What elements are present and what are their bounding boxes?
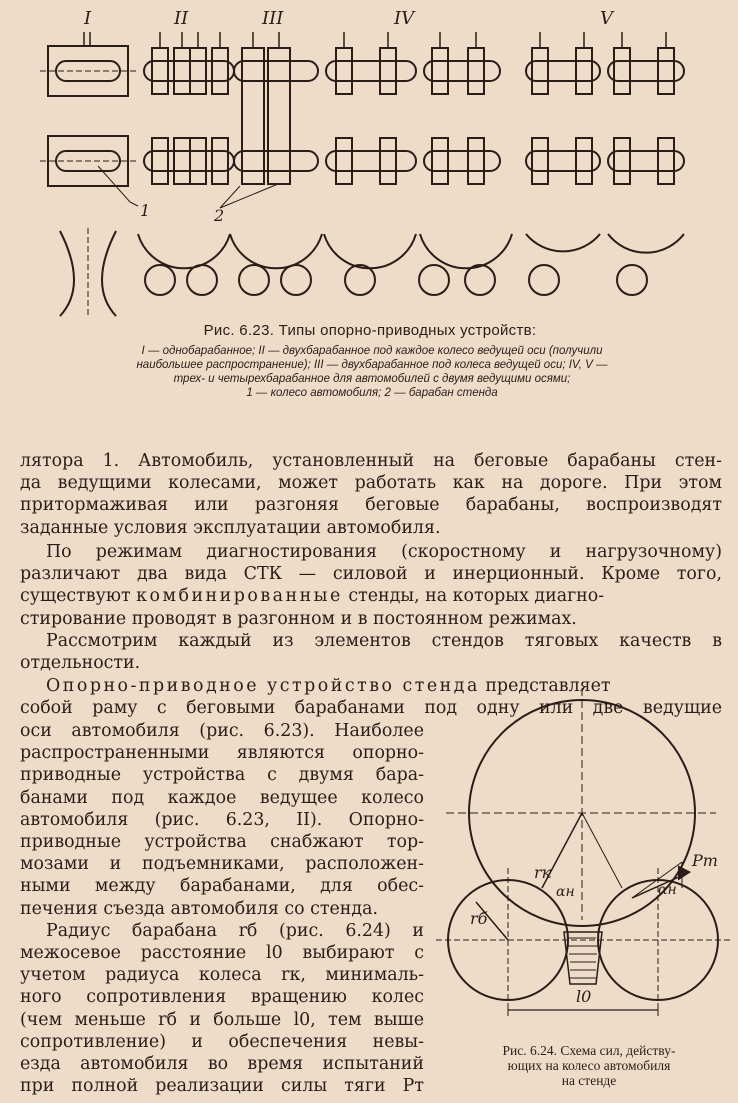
text-line: межосевое расстояние l0 выбирают с xyxy=(20,943,424,964)
body-paragraph-3 xyxy=(20,630,722,674)
text-line: учетом радиуса колеса rк, минималь- xyxy=(20,965,424,986)
text-line: собой раму с беговыми барабанами под одну или две ведущие xyxy=(20,698,722,719)
figure-6-23-caption-description xyxy=(14,344,730,400)
text-line: отдельности. xyxy=(20,653,141,674)
caption-line: 1 — колесо автомобиля; 2 — барабан стенда xyxy=(246,387,498,399)
text-line: различают два вида СТК — силовой и инерционный. Кроме того, xyxy=(20,564,722,585)
text-fragment: представляет xyxy=(485,676,611,696)
figure-6-24-caption xyxy=(440,1043,738,1088)
label-pt: Pт xyxy=(692,851,718,870)
text-line: распространенными являются опорно- xyxy=(20,743,424,764)
text-line: притормаживая или разгоняя беговые барабаны, воспроизводят xyxy=(20,495,722,516)
text-line: при полной реализации силы тяги Pт xyxy=(20,1076,424,1097)
caption-line: I — однобарабанное; II — двухбарабанное под каждое колесо ведущей оси (получили xyxy=(141,345,603,357)
figure-6-24 xyxy=(436,688,736,1038)
text-line: да ведущими колесами, может работать как на дороге. При этом xyxy=(20,473,722,494)
text-line: ного сопротивления вращению колес xyxy=(20,987,424,1008)
text-line: (чем меньше rб и больше l0, тем выше xyxy=(20,1009,424,1030)
text-line: езда автомобиля во время испытаний xyxy=(20,1054,424,1075)
body-paragraph-1 xyxy=(20,450,722,539)
text-line xyxy=(20,585,722,607)
body-paragraph-2 xyxy=(20,541,722,630)
label-alpha-h-2: αн xyxy=(658,882,677,898)
label-alpha-h: αн xyxy=(556,884,575,900)
callout-1: 1 xyxy=(140,201,151,220)
text-line: сопротивление) и обеспечения невы- xyxy=(20,1031,424,1052)
text-line: ными между барабанами, для обес- xyxy=(20,876,424,897)
col-label-iv: IV xyxy=(394,8,415,29)
caption-line: на стенде xyxy=(561,1073,617,1088)
text-line: оси автомобиля (рис. 6.23). Наиболее xyxy=(20,721,424,741)
col-label-v: V xyxy=(600,8,613,29)
text-line: Радиус барабана rб (рис. 6.24) и xyxy=(46,920,424,941)
figure-6-23 xyxy=(40,6,700,324)
text-line: Рассмотрим каждый из элементов стендов тяговых качеств в xyxy=(46,631,722,651)
text-line: мозами и подъемниками, расположен- xyxy=(20,854,424,875)
text-fragment: существуют xyxy=(20,586,131,607)
text-line: печения съезда автомобиля со стенда. xyxy=(20,898,378,919)
callout-2: 2 xyxy=(214,206,225,225)
caption-line: Рис. 6.24. Схема сил, действу- xyxy=(502,1043,676,1058)
emphasis-spaced: комбинированные xyxy=(136,586,343,607)
text-line: стирование проводят в разгонном и в постоянном режимах. xyxy=(20,608,577,629)
text-line: По режимам диагностирования (скоростному и нагрузочному) xyxy=(46,542,722,562)
text-line: лятора 1. Автомобиль, установленный на беговые барабаны стен- xyxy=(20,451,722,471)
text-line: заданные условия эксплуатации автомобиля. xyxy=(20,517,441,538)
emphasis-spaced: Опорно-приводное устройство стенда xyxy=(46,676,480,696)
figure-6-23-caption-title: Рис. 6.23. Типы опорно-приводных устройств: xyxy=(203,322,537,339)
caption-line: наибольшее распространение); III — двухбарабанное под колеса ведущей оси; IV, V — xyxy=(136,359,608,371)
label-rb: rб xyxy=(470,909,488,928)
text-line: приводные устройства с двумя бара- xyxy=(20,765,424,786)
col-label-ii: II xyxy=(174,8,189,29)
text-line: автомобиля (рис. 6.23, II). Опорно- xyxy=(20,809,424,830)
label-l0: l0 xyxy=(576,987,592,1006)
caption-line: ющих на колесо автомобиля xyxy=(507,1058,671,1073)
col-label-i: I xyxy=(84,8,92,29)
col-label-iii: III xyxy=(262,8,284,29)
text-fragment: стенды, на которых диагно- xyxy=(348,586,605,607)
body-narrow-column xyxy=(20,720,424,1097)
text-line: банами под каждое ведущее колесо xyxy=(20,787,424,808)
caption-line: трех- и четырехбарабанное для автомобилей с двумя ведущими осями; xyxy=(173,373,571,385)
label-rk: rк xyxy=(534,863,552,882)
text-line: приводные устройства снабжают тор- xyxy=(20,832,424,853)
